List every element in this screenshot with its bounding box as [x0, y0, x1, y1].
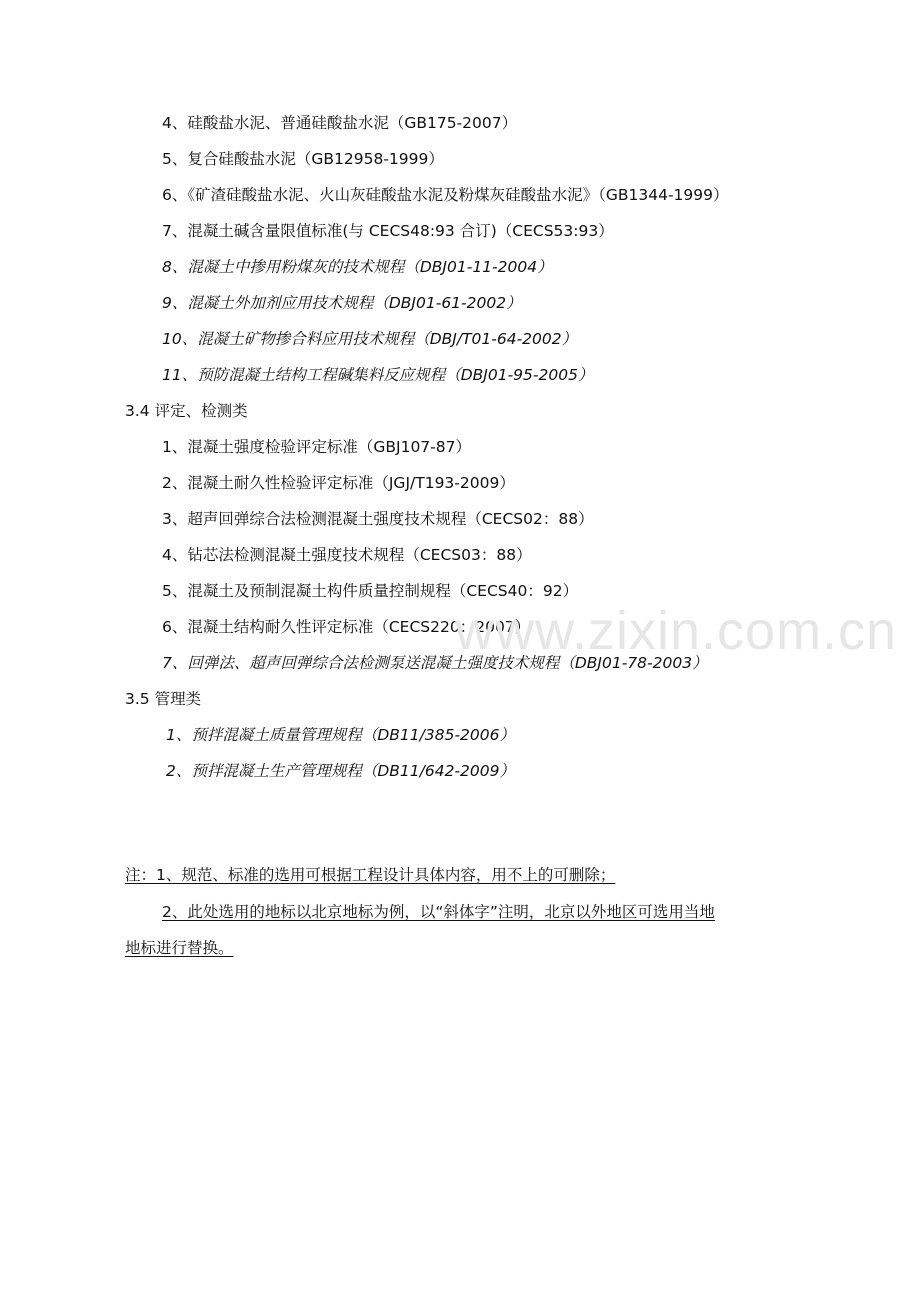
list-item-local-standard: 1、预拌混凝土质量管理规程（DB11/385-2006） [166, 726, 516, 744]
list-item: 5、复合硅酸盐水泥（GB12958-1999） [162, 150, 444, 168]
list-item: 6、混凝土结构耐久性评定标准（CECS220：2007） [162, 618, 531, 636]
list-item-local-standard: 2、预拌混凝土生产管理规程（DB11/642-2009） [166, 762, 516, 780]
note-line: 地标进行替换。 [125, 939, 234, 957]
note-line: 2、此处选用的地标以北京地标为例，以“斜体字”注明，北京以外地区可选用当地 [162, 903, 715, 921]
list-item-local-standard: 9、混凝土外加剂应用技术规程（DBJ01-61-2002） [162, 294, 522, 312]
list-item-local-standard: 8、混凝土中掺用粉煤灰的技术规程（DBJ01-11-2004） [162, 258, 553, 276]
note-line: 注：1、规范、标准的选用可根据工程设计具体内容，用不上的可删除； [125, 866, 616, 884]
list-item: 4、钻芯法检测混凝土强度技术规程（CECS03：88） [162, 546, 532, 564]
list-item: 2、混凝土耐久性检验评定标准（JGJ/T193-2009） [162, 474, 515, 492]
list-item: 6、《矿渣硅酸盐水泥、火山灰硅酸盐水泥及粉煤灰硅酸盐水泥》（GB1344-1999） [162, 186, 729, 204]
list-item: 4、硅酸盐水泥、普通硅酸盐水泥（GB175-2007） [162, 114, 518, 132]
list-item-local-standard: 11、预防混凝土结构工程碱集料反应规程（DBJ01-95-2005） [162, 366, 594, 384]
list-item: 5、混凝土及预制混凝土构件质量控制规程（CECS40：92） [162, 582, 579, 600]
list-item: 1、混凝土强度检验评定标准（GBJ107-87） [162, 438, 471, 456]
watermark: www.zixin.com.cn [455, 601, 898, 661]
list-item: 7、混凝土碱含量限值标准(与 CECS48:93 合订)（CECS53:93） [162, 222, 614, 240]
section-heading: 3.4 评定、检测类 [125, 402, 248, 420]
list-item-local-standard: 10、混凝土矿物掺合料应用技术规程（DBJ/T01-64-2002） [162, 330, 578, 348]
list-item-local-standard: 7、回弹法、超声回弹综合法检测泵送混凝土强度技术规程（DBJ01-78-2003） [162, 654, 708, 672]
list-item: 3、超声回弹综合法检测混凝土强度技术规程（CECS02：88） [162, 510, 594, 528]
section-heading: 3.5 管理类 [125, 690, 202, 708]
